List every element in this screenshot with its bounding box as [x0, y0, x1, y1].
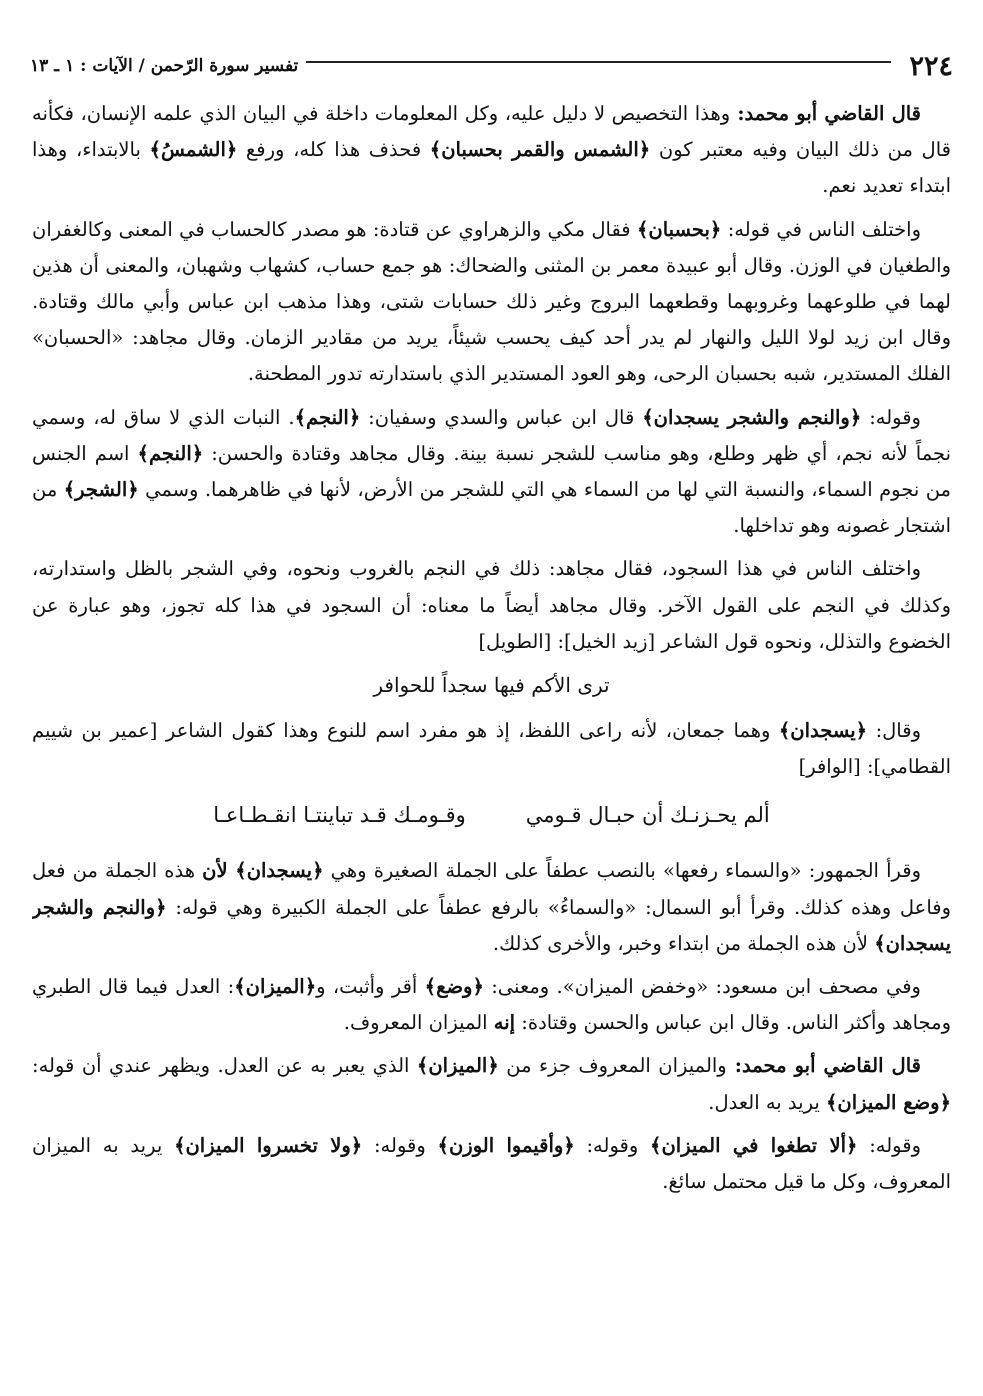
bold-text-run: ﴿النجم﴾ — [137, 441, 204, 465]
text-run: وقوله: — [857, 1133, 921, 1157]
text-run: . النبات الذي لا ساق له، وسمي نجماً لأنه نجم، أي ظهر وطلع، وهو مناسب للشجر نسبة بينة. وقال مجاهد وقتادة والحسن: — [32, 405, 951, 465]
paragraph — [32, 969, 951, 1041]
bold-text-run: ﴿الميزان﴾ — [416, 1054, 499, 1078]
verse-first-hemistich: ألم يحـزنـك أن حبـال قـومي — [525, 803, 770, 828]
paragraph — [32, 713, 951, 785]
text-run: الذي يعبر به عن العدل. ويظهر عندي أن قوله: — [32, 1054, 417, 1078]
text-run: واختلف الناس في قوله: — [721, 217, 921, 241]
bold-text-run: ﴿ولا تخسروا الميزان﴾ — [174, 1133, 363, 1157]
paragraph — [32, 853, 951, 962]
text-run: هذه الجملة من فعل وفاعل وهذه كذلك. وقرأ أبو السمال: «والسماءُ» بالرفع عطفاً على الجملة الكبيرة وهي قوله: — [32, 859, 951, 919]
paragraph — [32, 551, 951, 660]
text-run: أقر وأثبت، و — [316, 975, 425, 999]
text-run: وهذا التخصيص لا دليل عليه، وكل المعلومات داخلة في البيان الذي علمه الإنسان، فكأنه قال من ذلك البيان وفيه معتبر كون — [32, 102, 951, 162]
text-run: وقوله: — [362, 1133, 438, 1157]
bold-text-run: ﴿وضع﴾ — [424, 975, 484, 999]
text-run: واختلف الناس في هذا السجود، فقال مجاهد: ذلك في النجم بالغروب ونحوه، وفي الشجر بالظل واستدارته، وكذلك في النجم على القول الآخر. وقال مجاهد أيضاً ما معناه: أن السجود في هذا كله تجوز، وهو عبارة عن الخضوع والتذلل، ونحوه قول الشاعر [زيد الخيل]: [الطويل] — [32, 557, 951, 653]
paragraph — [32, 212, 951, 393]
paragraph — [32, 1048, 951, 1120]
text-run: وقوله: — [574, 1133, 651, 1157]
text-run: يريد به العدل. — [708, 1090, 826, 1114]
bold-text-run: ﴿والنجم والشجر يسجدان﴾ — [32, 895, 951, 955]
text-run: والميزان المعروف جزء من — [498, 1054, 727, 1078]
paragraph — [32, 400, 951, 545]
paragraph — [32, 1128, 951, 1200]
running-title: تفسير سورة الرّحمن / الآيات : ١ ـ ١٣ — [30, 56, 299, 76]
header-rule — [306, 61, 891, 63]
text-run: بالابتداء، وهذا ابتداء تعديد نعم. — [32, 138, 951, 198]
verse-second-hemistich: وقـومـك قـد تباينتـا انقـطـاعـا — [213, 803, 466, 828]
bold-text-run: ﴿والنجم والشجر يسجدان﴾ — [642, 405, 862, 429]
bold-text-run: ﴿وضع الميزان﴾ — [825, 1090, 951, 1114]
bold-text-run: ﴿وأقيموا الوزن﴾ — [437, 1133, 575, 1157]
text-run: فحذف هذا كله، ورفع — [237, 138, 430, 162]
page-header — [30, 44, 953, 88]
bold-text-run: ﴿بحسبان﴾ — [636, 217, 722, 241]
poetry-verse: ترى الأكم فيها سجداً للحوافر — [373, 673, 610, 698]
text-run: وقال: — [867, 719, 921, 743]
text-run: : العدل فيما قال الطبري ومجاهد وأكثر الناس. وقال ابن عباس والحسن وقتادة: — [32, 975, 951, 1035]
text-run: لأن هذه الجملة من ابتداء وخبر، والأخرى كذلك. — [492, 931, 875, 955]
text-run: وفي مصحف ابن مسعود: «وخفض الميزان». ومعنى: — [483, 975, 921, 999]
bold-text-run: ﴿الشمسُ﴾ — [149, 138, 238, 162]
text-run: فقال مكي والزهراوي عن قتادة: هو مصدر كالحساب في المعنى وكالغفران والطغيان في الوزن. وقال أبو عبيدة معمر بن المثنى والضحاك: هو جمع حساب، كشهاب وشهبان، والمعنى أن هذين لهما في طلوعهما وغروبهما وقطعهما البروج وغير ذلك حسابات شتى، وهذا مذهب ابن عباس وأبي مالك وقتادة. وقال ابن زيد لولا الليل والنهار لم يدر أحد كيف يحسب شيئاً، يريد من مقادير الزمان. وقال مجاهد: «الحسبان» الفلك المستدير، شبه بحسبان الرحى، وهو العود المستدير الذي باستدارته تدور المطحنة. — [32, 217, 951, 386]
page-number: ٢٢٤ — [909, 50, 953, 82]
bold-text-run: ﴿يسجدان﴾ لأن — [202, 859, 324, 883]
bold-text-run: قال القاضي أبو محمد: — [726, 1054, 921, 1078]
bold-text-run: ﴿ألا تطغوا في الميزان﴾ — [650, 1133, 858, 1157]
poetry-couplet — [32, 797, 951, 833]
text-run: يريد به الميزان المعروف، وكل ما قيل محتمل سائغ. — [32, 1133, 951, 1194]
bold-text-run: إنه — [493, 1011, 516, 1035]
text-run: وقوله: — [861, 405, 921, 429]
bold-text-run: قال القاضي أبو محمد: — [730, 102, 921, 125]
text-run: الميزان المعروف. — [343, 1011, 494, 1035]
text-run: قال ابن عباس والسدي وسفيان: — [360, 405, 643, 429]
paragraph — [32, 96, 951, 205]
page-body — [32, 96, 951, 1336]
bold-text-run: ﴿الميزان﴾ — [234, 975, 317, 999]
bold-text-run: ﴿النجم﴾ — [294, 405, 361, 429]
bold-text-run: ﴿الشمس والقمر بحسبان﴾ — [429, 138, 651, 162]
bold-text-run: ﴿يسجدان﴾ — [778, 719, 868, 743]
text-run: من اشتجار غصونه وهو تداخلها. — [32, 478, 951, 538]
bold-text-run: ﴿الشجر﴾ — [63, 478, 139, 502]
text-run: وهما جمعان، لأنه راعى اللفظ، إذ هو مفرد اسم للنوع وهذا كقول الشاعر [عمير بن شييم القطامي]: [الوافر] — [32, 719, 951, 779]
text-run: وقرأ الجمهور: «والسماء رفعها» بالنصب عطفاً على الجملة الصغيرة وهي — [323, 859, 921, 883]
text-run: اسم الجنس من نجوم السماء، والنسبة التي لها من السماء هي التي للشجر من الأرض، لأنها في ظاهرهما. وسمي — [32, 441, 951, 502]
